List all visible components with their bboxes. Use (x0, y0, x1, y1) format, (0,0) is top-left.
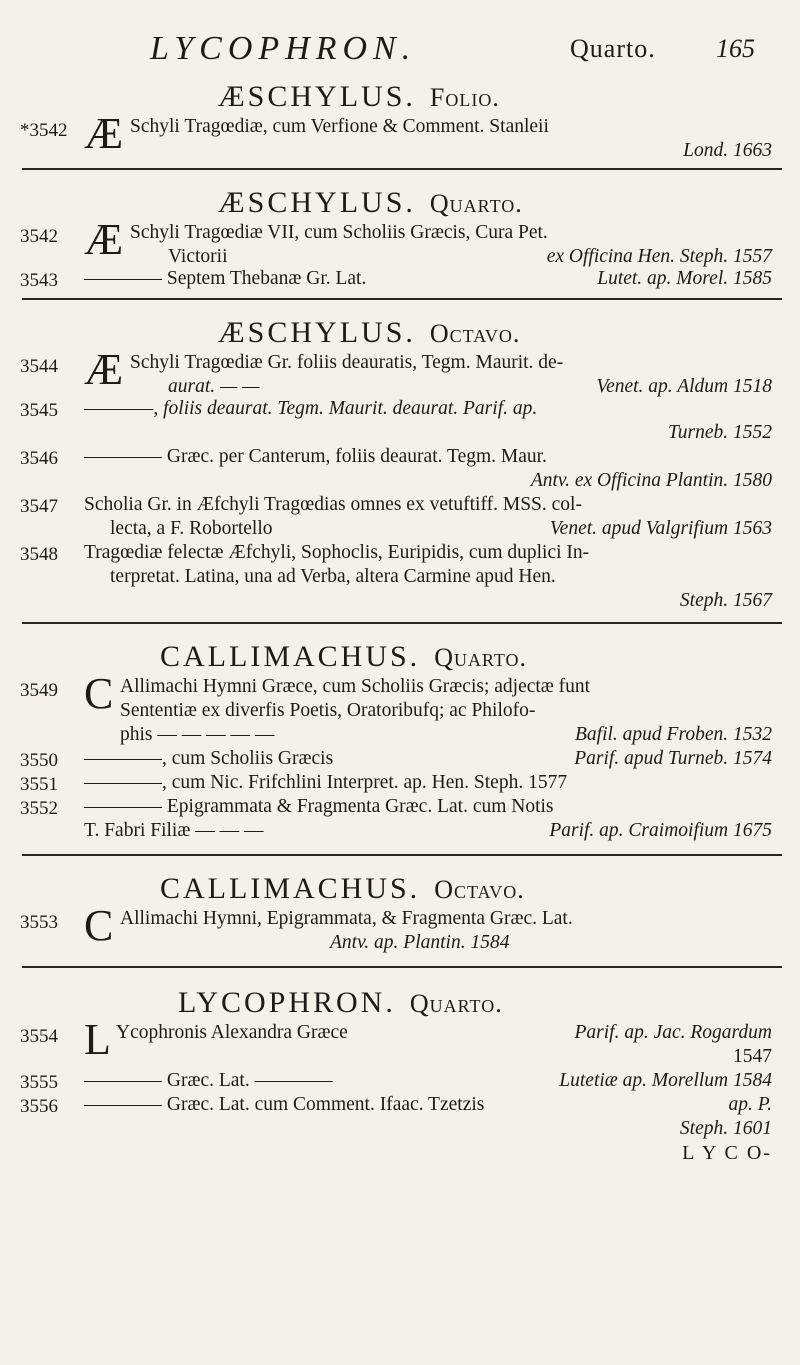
section-rule (22, 622, 782, 624)
entry-imprint: Venet. apud Valgrifium 1563 (549, 518, 772, 539)
section-heading: ÆSCHYLUS. Folio. (218, 80, 500, 113)
entry-imprint: Parif. apud Turneb. 1574 (574, 748, 772, 769)
drop-cap: Æ (84, 109, 124, 158)
page-number: 165 (716, 34, 755, 63)
entry-year: 1547 (733, 1046, 772, 1067)
entry-line: phis — — — — — (120, 724, 275, 745)
entry-imprint: Parif. ap. Craimoifium 1675 (549, 820, 772, 841)
entry-imprint: Parif. ap. Jac. Rogardum (574, 1022, 772, 1043)
section-heading: LYCOPHRON. Quarto. (178, 986, 503, 1019)
entry-number: 3555 (20, 1072, 58, 1093)
entry-number: *3542 (20, 120, 68, 141)
entry-line: Schyli Tragœdiæ VII, cum Scholiis Græcis, Cura Pet. (130, 222, 548, 243)
section-rule (22, 298, 782, 300)
running-header (150, 30, 755, 76)
entry-line: lecta, a F. Robortello (110, 518, 273, 539)
entry-imprint: Bafil. apud Froben. 1532 (575, 724, 772, 745)
drop-cap: Æ (84, 215, 124, 264)
header-format: Quarto. (570, 34, 656, 63)
entry-imprint: ex Officina Hen. Steph. 1557 (546, 246, 772, 267)
section-heading: ÆSCHYLUS. Octavo. (218, 316, 521, 349)
entry-line: Schyli Tragœdiæ Gr. foliis deauratis, Tegm. Maurit. de- (130, 352, 564, 373)
entry-imprint: Turneb. 1552 (667, 422, 772, 443)
entry-number: 3553 (20, 912, 58, 933)
entry-number: 3549 (20, 680, 58, 701)
entry-line: ———— Epigrammata & Fragmenta Græc. Lat. cum Notis (84, 796, 554, 817)
entry-number: 3542 (20, 226, 58, 247)
entry-imprint: Steph. 1601 (679, 1118, 772, 1139)
entry-imprint: Lutet. ap. Morel. 1585 (597, 268, 772, 289)
entry-number: 3544 (20, 356, 58, 377)
entry-number: 3554 (20, 1026, 58, 1047)
entry-line: ———— Græc. per Canterum, foliis deaurat. Tegm. Maur. (84, 446, 547, 467)
entry-imprint: ap. P. (728, 1094, 772, 1115)
entry-line: aurat. — — (168, 376, 260, 397)
entry-number: 3548 (20, 544, 58, 565)
entry-line: Victorii (168, 246, 228, 267)
entry-line: ————, cum Nic. Frifchlini Interpret. ap. Hen. Steph. 1577 (84, 772, 568, 793)
entry-number: 3556 (20, 1096, 58, 1117)
section-rule (22, 168, 782, 170)
section-heading: CALLIMACHUS. Octavo. (160, 872, 525, 905)
entry-line: ———— Septem Thebanæ Gr. Lat. (84, 268, 367, 289)
entry-imprint: Venet. ap. Aldum 1518 (596, 376, 772, 397)
entry-line: Tragœdiæ felectæ Æfchyli, Sophoclis, Euripidis, cum duplici In- (84, 542, 590, 563)
catchword-bottom: L Y C O- (682, 1142, 772, 1164)
section-rule (22, 854, 782, 856)
entry-line: ———— Græc. Lat. cum Comment. Ifaac. Tzetzis (84, 1094, 485, 1115)
drop-cap: L (84, 1015, 111, 1064)
entry-line: terpretat. Latina, una ad Verba, altera Carmine apud Hen. (110, 566, 556, 587)
entry-number: 3545 (20, 400, 58, 421)
section-heading: CALLIMACHUS. Quarto. (160, 640, 528, 673)
entry-line: T. Fabri Filiæ — — — (84, 820, 264, 841)
entry-line: Ycophronis Alexandra Græce (116, 1022, 348, 1043)
entry-number: 3546 (20, 448, 58, 469)
entry-line: ————, foliis deaurat. Tegm. Maurit. deaurat. Parif. ap. (84, 398, 538, 419)
section-heading: ÆSCHYLUS. Quarto. (218, 186, 523, 219)
entry-imprint: Lond. 1663 (683, 140, 772, 161)
entry-line: Allimachi Hymni, Epigrammata, & Fragmenta Græc. Lat. (120, 908, 573, 929)
entry-line: ————, cum Scholiis Græcis (84, 748, 334, 769)
entry-line: Allimachi Hymni Græce, cum Scholiis Græcis; adjectæ funt (120, 676, 591, 697)
entry-line: ———— Græc. Lat. ———— (84, 1070, 333, 1091)
header-catchword: LYCOPHRON. (150, 30, 417, 67)
entry-imprint: Antv. ap. Plantin. 1584 (330, 932, 510, 953)
entry-number: 3551 (20, 774, 58, 795)
entry-number: 3552 (20, 798, 58, 819)
entry-number: 3550 (20, 750, 58, 771)
entry-line: Sententiæ ex diverfis Poetis, Oratoribufq; ac Philofo- (120, 700, 536, 721)
entry-imprint: Lutetiæ ap. Morellum 1584 (559, 1070, 772, 1091)
entry-imprint: Antv. ex Officina Plantin. 1580 (530, 470, 772, 491)
section-rule (22, 966, 782, 968)
entry-number: 3543 (20, 270, 58, 291)
entry-line: Schyli Tragœdiæ, cum Verfione & Comment. Stanleii (130, 116, 549, 137)
drop-cap: C (84, 901, 114, 950)
drop-cap: Æ (84, 345, 124, 394)
drop-cap: C (84, 669, 114, 718)
entry-number: 3547 (20, 496, 58, 517)
entry-imprint: Steph. 1567 (679, 590, 772, 611)
entry-line: Scholia Gr. in Æfchyli Tragœdias omnes ex vetuftiff. MSS. col- (84, 494, 582, 515)
